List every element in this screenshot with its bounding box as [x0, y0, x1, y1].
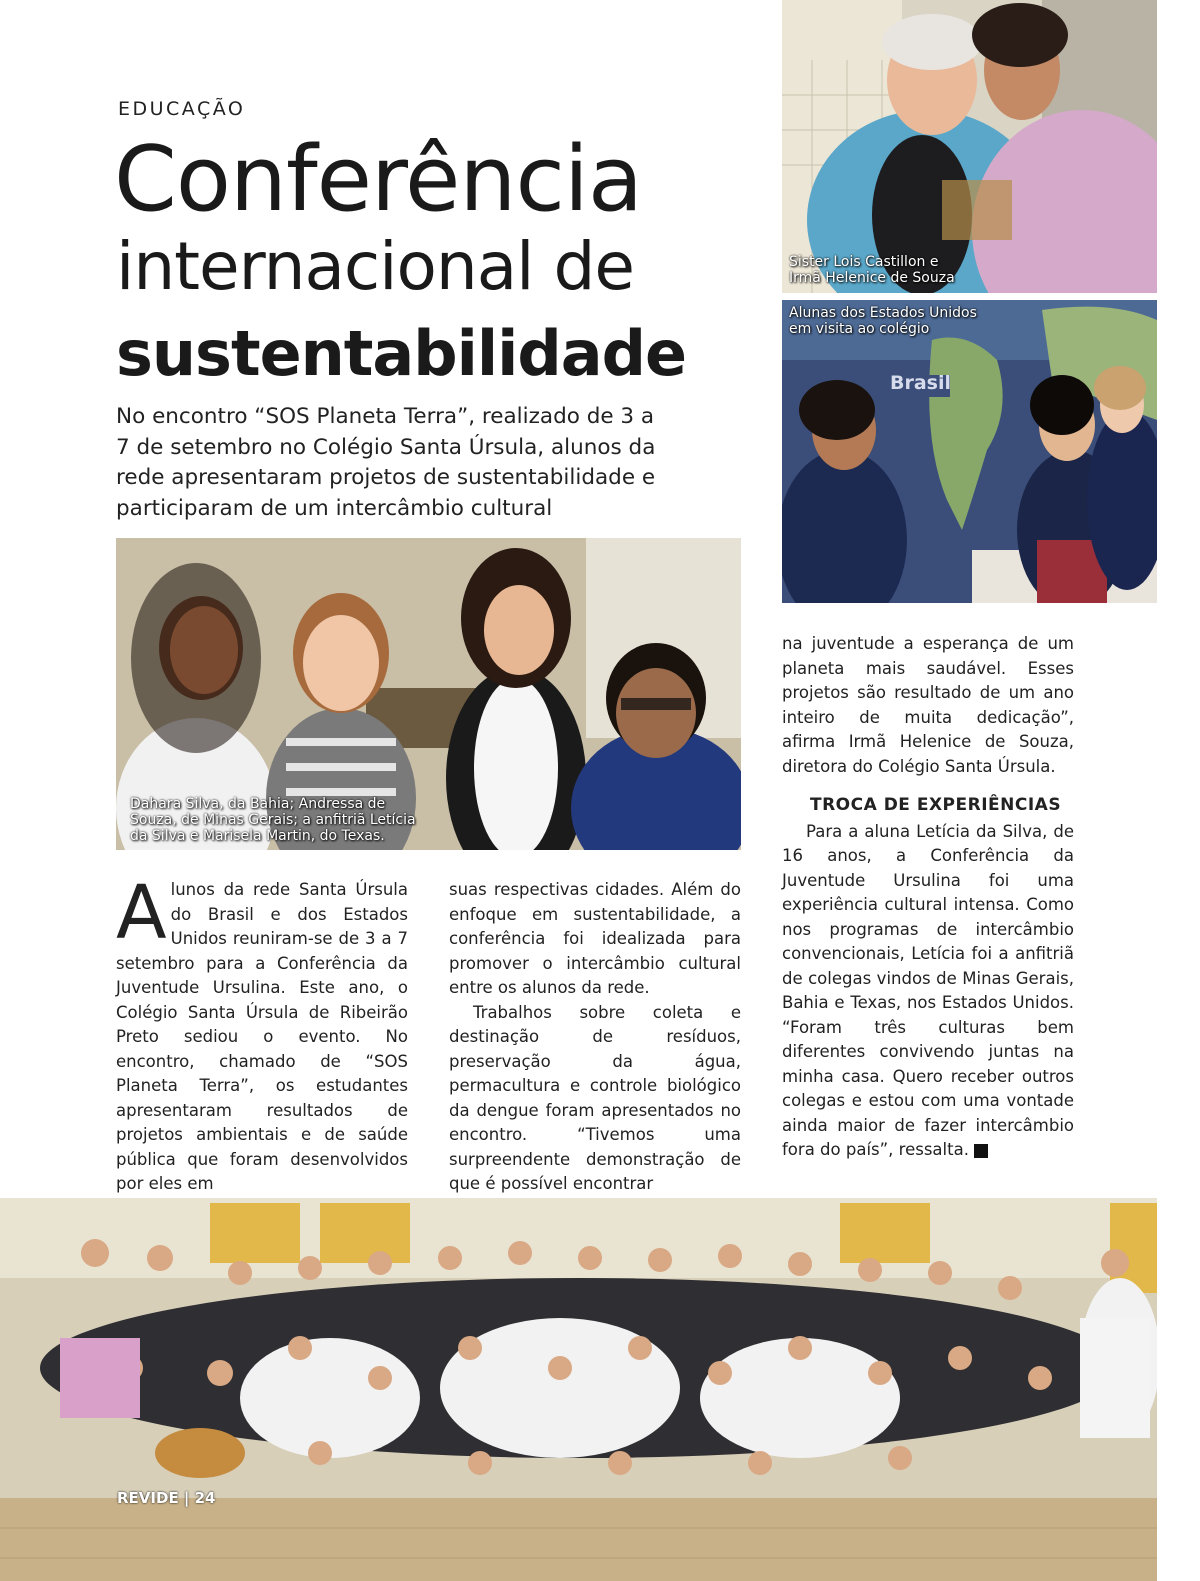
drop-cap: A: [116, 870, 167, 956]
body-column-3: [782, 632, 1074, 1163]
caption-us-students: Alunas dos Estados Unidos em visita ao colégio: [789, 305, 977, 337]
body-column-2: [449, 878, 741, 1197]
headline-line-3: sustentabilidade: [116, 317, 687, 390]
headline-line-2: internacional de: [116, 228, 634, 305]
page-folio: REVIDE | 24: [117, 1489, 216, 1507]
photo-four-students: [116, 538, 741, 850]
caption-four-students: Dahara Silva, da Bahia; Andressa de Souza, de Minas Gerais; a anfitriã Letícia da Silva e Marisela Martin, do Texas.: [130, 796, 416, 844]
body-column-3-paragraph-1: na juventude a esperança de um planeta mais saudável. Esses projetos são resultado de um ano inteiro de muita dedicação”, afirma Irmã Helenice de Souza, diretora do Colégio Santa Úrsula.: [782, 634, 1074, 776]
headline-line-1: Conferência: [114, 127, 643, 232]
lead-paragraph: No encontro “SOS Planeta Terra”, realizado de 3 a 7 de setembro no Colégio Santa Úrsula, alunos da rede apresentaram projetos de sustentabilidade e participaram de um intercâmbio cultural: [116, 404, 656, 521]
subhead-troca-de-experiencias: TROCA DE EXPERIÊNCIAS: [810, 795, 1062, 815]
photo-conference-group-image: [0, 1198, 1157, 1581]
body-column-1-text: lunos da rede Santa Úrsula do Brasil e dos Estados Unidos reuniram-se de 3 a 7 setembro para a Conferência da Juventude Ursulina. Este ano, o Colégio Santa Úrsula de Ribeirão Preto sediou o evento. No encontro, chamado de “SOS Planeta Terra”, os estudantes apresentaram resultados de projetos ambientais e de saúde pública que foram desenvolvidos por eles em: [116, 880, 408, 1193]
body-column-2-paragraph-1: suas respectivas cidades. Além do enfoque em sustentabilidade, a conferência foi idealizada para promover o intercâmbio cultural entre os alunos da rede.: [449, 880, 741, 997]
caption-sister-and-director: Sister Lois Castillon e Irmã Helenice de Souza: [789, 254, 955, 286]
photo-sister-and-director-image: [782, 0, 1157, 293]
photo-sister-and-director: [782, 0, 1157, 293]
body-column-2-paragraph-2: Trabalhos sobre coleta e destinação de resíduos, preservação da água, permacultura e controle biológico da dengue foram apresentados no encontro. “Tivemos uma surpreendente demonstração de que é possível encontrar: [449, 1002, 741, 1193]
body-column-1: [116, 870, 408, 1197]
end-mark-icon: r: [974, 1144, 988, 1158]
map-label: Brasil: [890, 372, 952, 394]
photo-us-students-map: [782, 300, 1157, 603]
body-column-3-paragraph-2: Para a aluna Letícia da Silva, de 16 anos, a Conferência da Juventude Ursulina foi uma experiência cultural intensa. Como nos programas de intercâmbio convencionais, Letícia foi a anfitriã de colegas vindos de Minas Gerais, Bahia e Texas, nos Estados Unidos. “Foram três culturas bem diferentes convivendo juntas na minha casa. Quero receber outros colegas e estou com uma vontade ainda maior de fazer intercâmbio fora do país”, ressalta.: [782, 821, 1074, 1159]
photo-us-students-map-image: [782, 300, 1157, 603]
section-label: EDUCAÇÃO: [118, 98, 246, 120]
photo-conference-group: [0, 1198, 1157, 1581]
